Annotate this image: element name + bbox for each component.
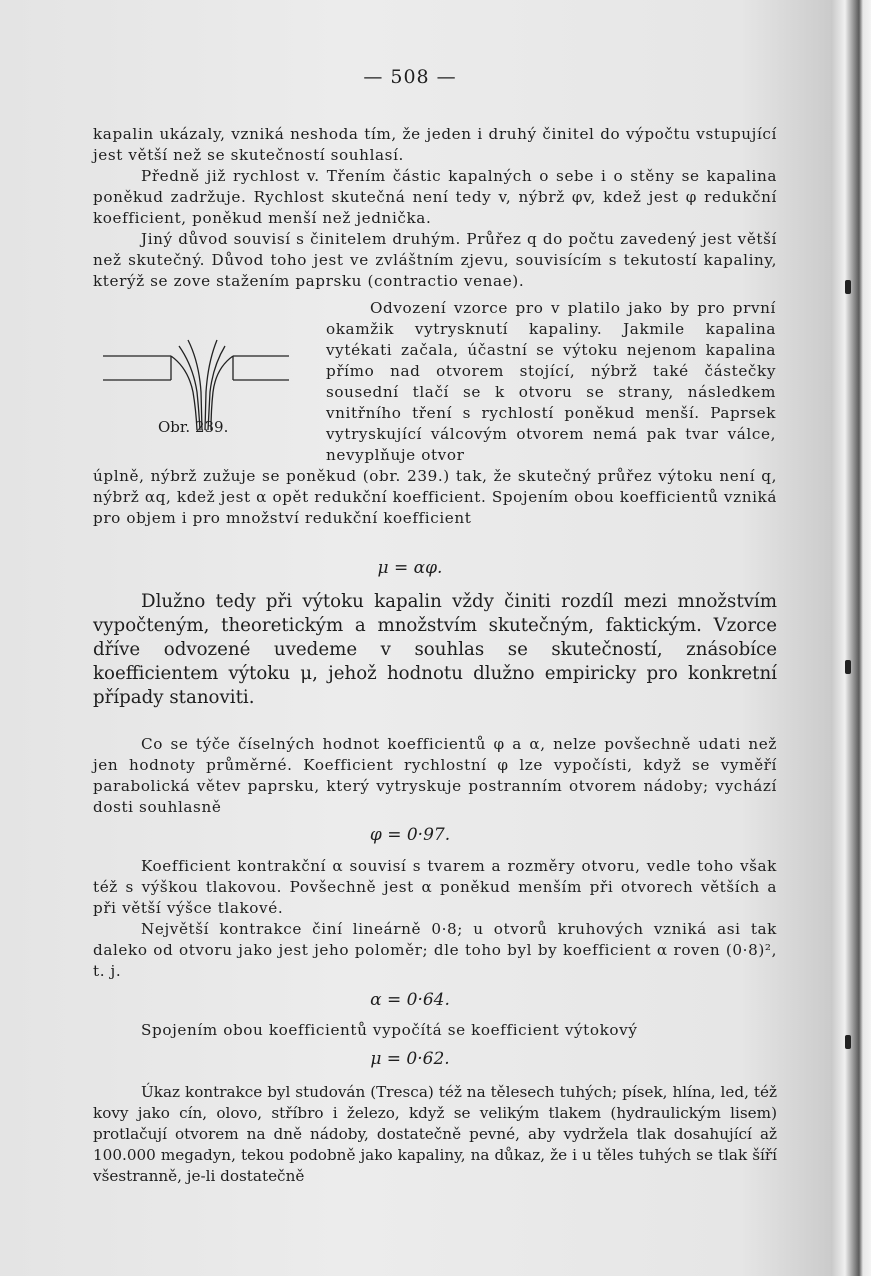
text-block-wrapped [326,298,776,466]
text-block-vytok [93,1020,777,1041]
formula-mu-alpha-phi: μ = αφ. [377,558,443,578]
binding-thread [845,660,851,674]
text-block-bottom [93,1082,777,1187]
text-block-middle [93,734,777,818]
text-block-emphasis [93,590,777,710]
paragraph-1: kapalin ukázaly, vzniká neshoda tím, že jeden i druhý činitel do výpočtu vstupující jest větší než se skutečností souhlasí. [93,125,777,164]
book-binding [831,0,871,1276]
paragraph-2: Předně již rychlost v. Třením částic kapalných o sebe i o stěny se kapalina poněkud zadržuje. Rychlost skutečná není tedy v, nýbrž φv, kdež jest φ redukční koefficient, poněkud menší než jednička. [93,167,777,227]
paragraph-4-continued: úplně, nýbrž zužuje se poněkud (obr. 239.) tak, že skutečný průřez výtoku není q, nýbrž αq, kdež jest α opět redukční koefficient. Spojením obou koefficientů vzniká pro objem i pro množství redukční koefficient [93,467,777,527]
figure-caption: Obr. 239. [158,418,229,436]
paragraph-5: Dlužno tedy při výtoku kapalin vždy činiti rozdíl mezi množstvím vypočteným, theoretickým a množstvím skutečným, faktickým. Vzorce dříve odvozené uvedeme v souhlas se skutečností, znásobíce koefficientem výtoku μ, jehož hodnotu dlužno empiricky pro konkretní případy stanoviti. [93,591,777,708]
text-block-kontrakce [93,856,777,982]
paragraph-9: Spojením obou koefficientů vypočítá se koefficient výtokový [141,1021,638,1039]
binding-thread [845,1035,851,1049]
paragraph-6: Co se týče číselných hodnot koefficientů φ a α, nelze povšechně udati než jen hodnoty průměrné. Koefficient rychlostní φ lze vypočísti, když se vyměří parabolická větev paprsku, který vytryskuje postranním otvorem nádoby; vychází dosti souhlasně [93,735,777,816]
paragraph-3: Jiný důvod souvisí s činitelem druhým. Průřez q do počtu zavedený jest větší než skutečný. Důvod toho jest ve zvláštním zjevu, souvisícím s tekutostí kapaliny, kterýž se zove stažením paprsku (contractio venae). [93,230,777,290]
formula-phi-value: φ = 0·97. [369,825,451,845]
binding-thread [845,280,851,294]
page-number: — 508 — [363,66,457,88]
paragraph-10: Úkaz kontrakce byl studován (Tresca) též na tělesech tuhých; písek, hlína, led, též kovy jako cín, olovo, stříbro i železo, když se velikým tlakem (hydraulickým lisem) protlačují otvorem na dně nádoby, dostatečně pevné, aby vydržela tlak dosahující až 100.000 megadyn, tekou podobně jako kapaliny, na důkaz, že i u těles tuhých se tlak šíří všestranně, je-li dostatečně [93,1083,777,1185]
text-block-after-figure [93,466,777,529]
formula-mu-value: μ = 0·62. [370,1049,450,1069]
paragraph-8: Největší kontrakce činí lineárně 0·8; u otvorů kruhových vzniká asi tak daleko od otvoru jako jest jeho poloměr; dle toho byl by koefficient α roven (0·8)², t. j. [93,920,777,980]
formula-alpha-value: α = 0·64. [370,990,450,1010]
paragraph-4-wrapped: Odvození vzorce pro v platilo jako by pro první okamžik vytrysknutí kapaliny. Jakmile kapalina vytékati začala, účastní se výtoku nejenom kapalina přímo nad otvorem stojící, nýbrž také částečky sousední tlačí se k otvoru se strany, následkem vnitřního tření s rychlostí poněkud menší. Paprsek vytryskující válcovým otvorem nemá pak tvar válce, nevyplňuje otvor [326,299,776,464]
paragraph-7: Koefficient kontrakční α souvisí s tvarem a rozměry otvoru, vedle toho však též s výškou tlakovou. Povšechně jest α poněkud menším při otvorech větších a při větší výšce tlakové. [93,857,777,917]
text-block-top [93,124,777,292]
